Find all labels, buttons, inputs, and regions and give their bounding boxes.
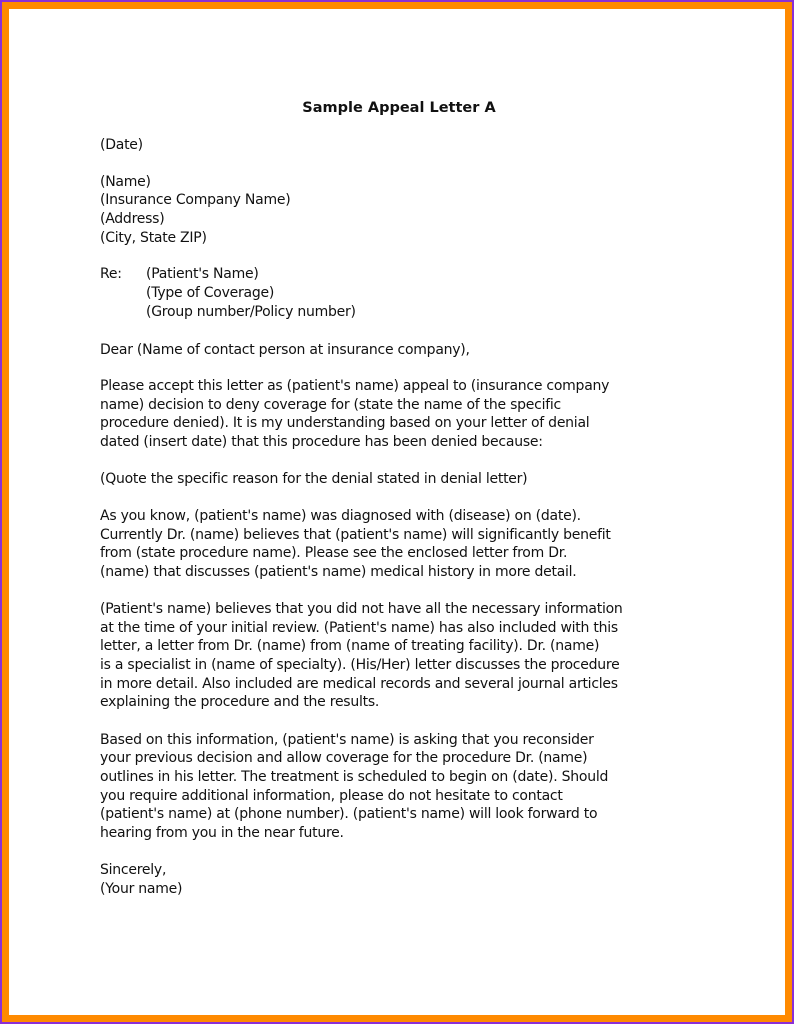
- document-page: [9, 9, 785, 1015]
- closing: Sincerely,: [100, 862, 167, 878]
- recipient-name: (Name): [100, 174, 151, 190]
- paragraph-line: Currently Dr. (name) believes that (patient's name) will significantly benefit: [100, 527, 611, 543]
- recipient-company: (Insurance Company Name): [100, 192, 291, 208]
- appeal-letter: [9, 9, 789, 1019]
- paragraph-line: (Quote the specific reason for the denial stated in denial letter): [100, 471, 528, 487]
- recipient-address: (Address): [100, 211, 165, 227]
- date-line: (Date): [100, 137, 143, 153]
- re-policy-number: (Group number/Policy number): [146, 304, 356, 320]
- paragraph-line: Please accept this letter as (patient's name) appeal to (insurance company: [100, 378, 610, 394]
- paragraph-line: dated (insert date) that this procedure has been denied because:: [100, 434, 543, 450]
- paragraph-line: outlines in his letter. The treatment is scheduled to begin on (date). Should: [100, 769, 609, 785]
- salutation: Dear (Name of contact person at insurance company),: [100, 342, 470, 358]
- re-label: Re:: [100, 266, 122, 282]
- paragraph-line: from (state procedure name). Please see the enclosed letter from Dr.: [100, 545, 568, 561]
- paragraph-line: (Patient's name) believes that you did not have all the necessary information: [100, 601, 623, 617]
- paragraph-line: As you know, (patient's name) was diagnosed with (disease) on (date).: [100, 508, 581, 524]
- paragraph-line: you require additional information, please do not hesitate to contact: [100, 788, 563, 804]
- paragraph-line: in more detail. Also included are medical records and several journal articles: [100, 676, 618, 692]
- paragraph-line: procedure denied). It is my understanding based on your letter of denial: [100, 415, 590, 431]
- paragraph-line: (patient's name) at (phone number). (patient's name) will look forward to: [100, 806, 598, 822]
- paragraph-line: your previous decision and allow coverage for the procedure Dr. (name): [100, 750, 588, 766]
- document-title: Sample Appeal Letter A: [302, 100, 496, 116]
- paragraph-line: at the time of your initial review. (Patient's name) has also included with this: [100, 620, 618, 636]
- paragraph-line: explaining the procedure and the results.: [100, 694, 380, 710]
- re-coverage-type: (Type of Coverage): [146, 285, 275, 301]
- re-patient-name: (Patient's Name): [146, 266, 259, 282]
- paragraph-line: hearing from you in the near future.: [100, 825, 344, 841]
- recipient-city-state-zip: (City, State ZIP): [100, 230, 207, 246]
- signature: (Your name): [100, 881, 183, 897]
- paragraph-line: is a specialist in (name of specialty). (His/Her) letter discusses the procedure: [100, 657, 620, 673]
- page-border: [2, 2, 792, 1022]
- paragraph-line: Based on this information, (patient's name) is asking that you reconsider: [100, 732, 594, 748]
- paragraph-line: (name) that discusses (patient's name) medical history in more detail.: [100, 564, 577, 580]
- paragraph-line: letter, a letter from Dr. (name) from (name of treating facility). Dr. (name): [100, 638, 600, 654]
- paragraph-line: name) decision to deny coverage for (state the name of the specific: [100, 397, 562, 413]
